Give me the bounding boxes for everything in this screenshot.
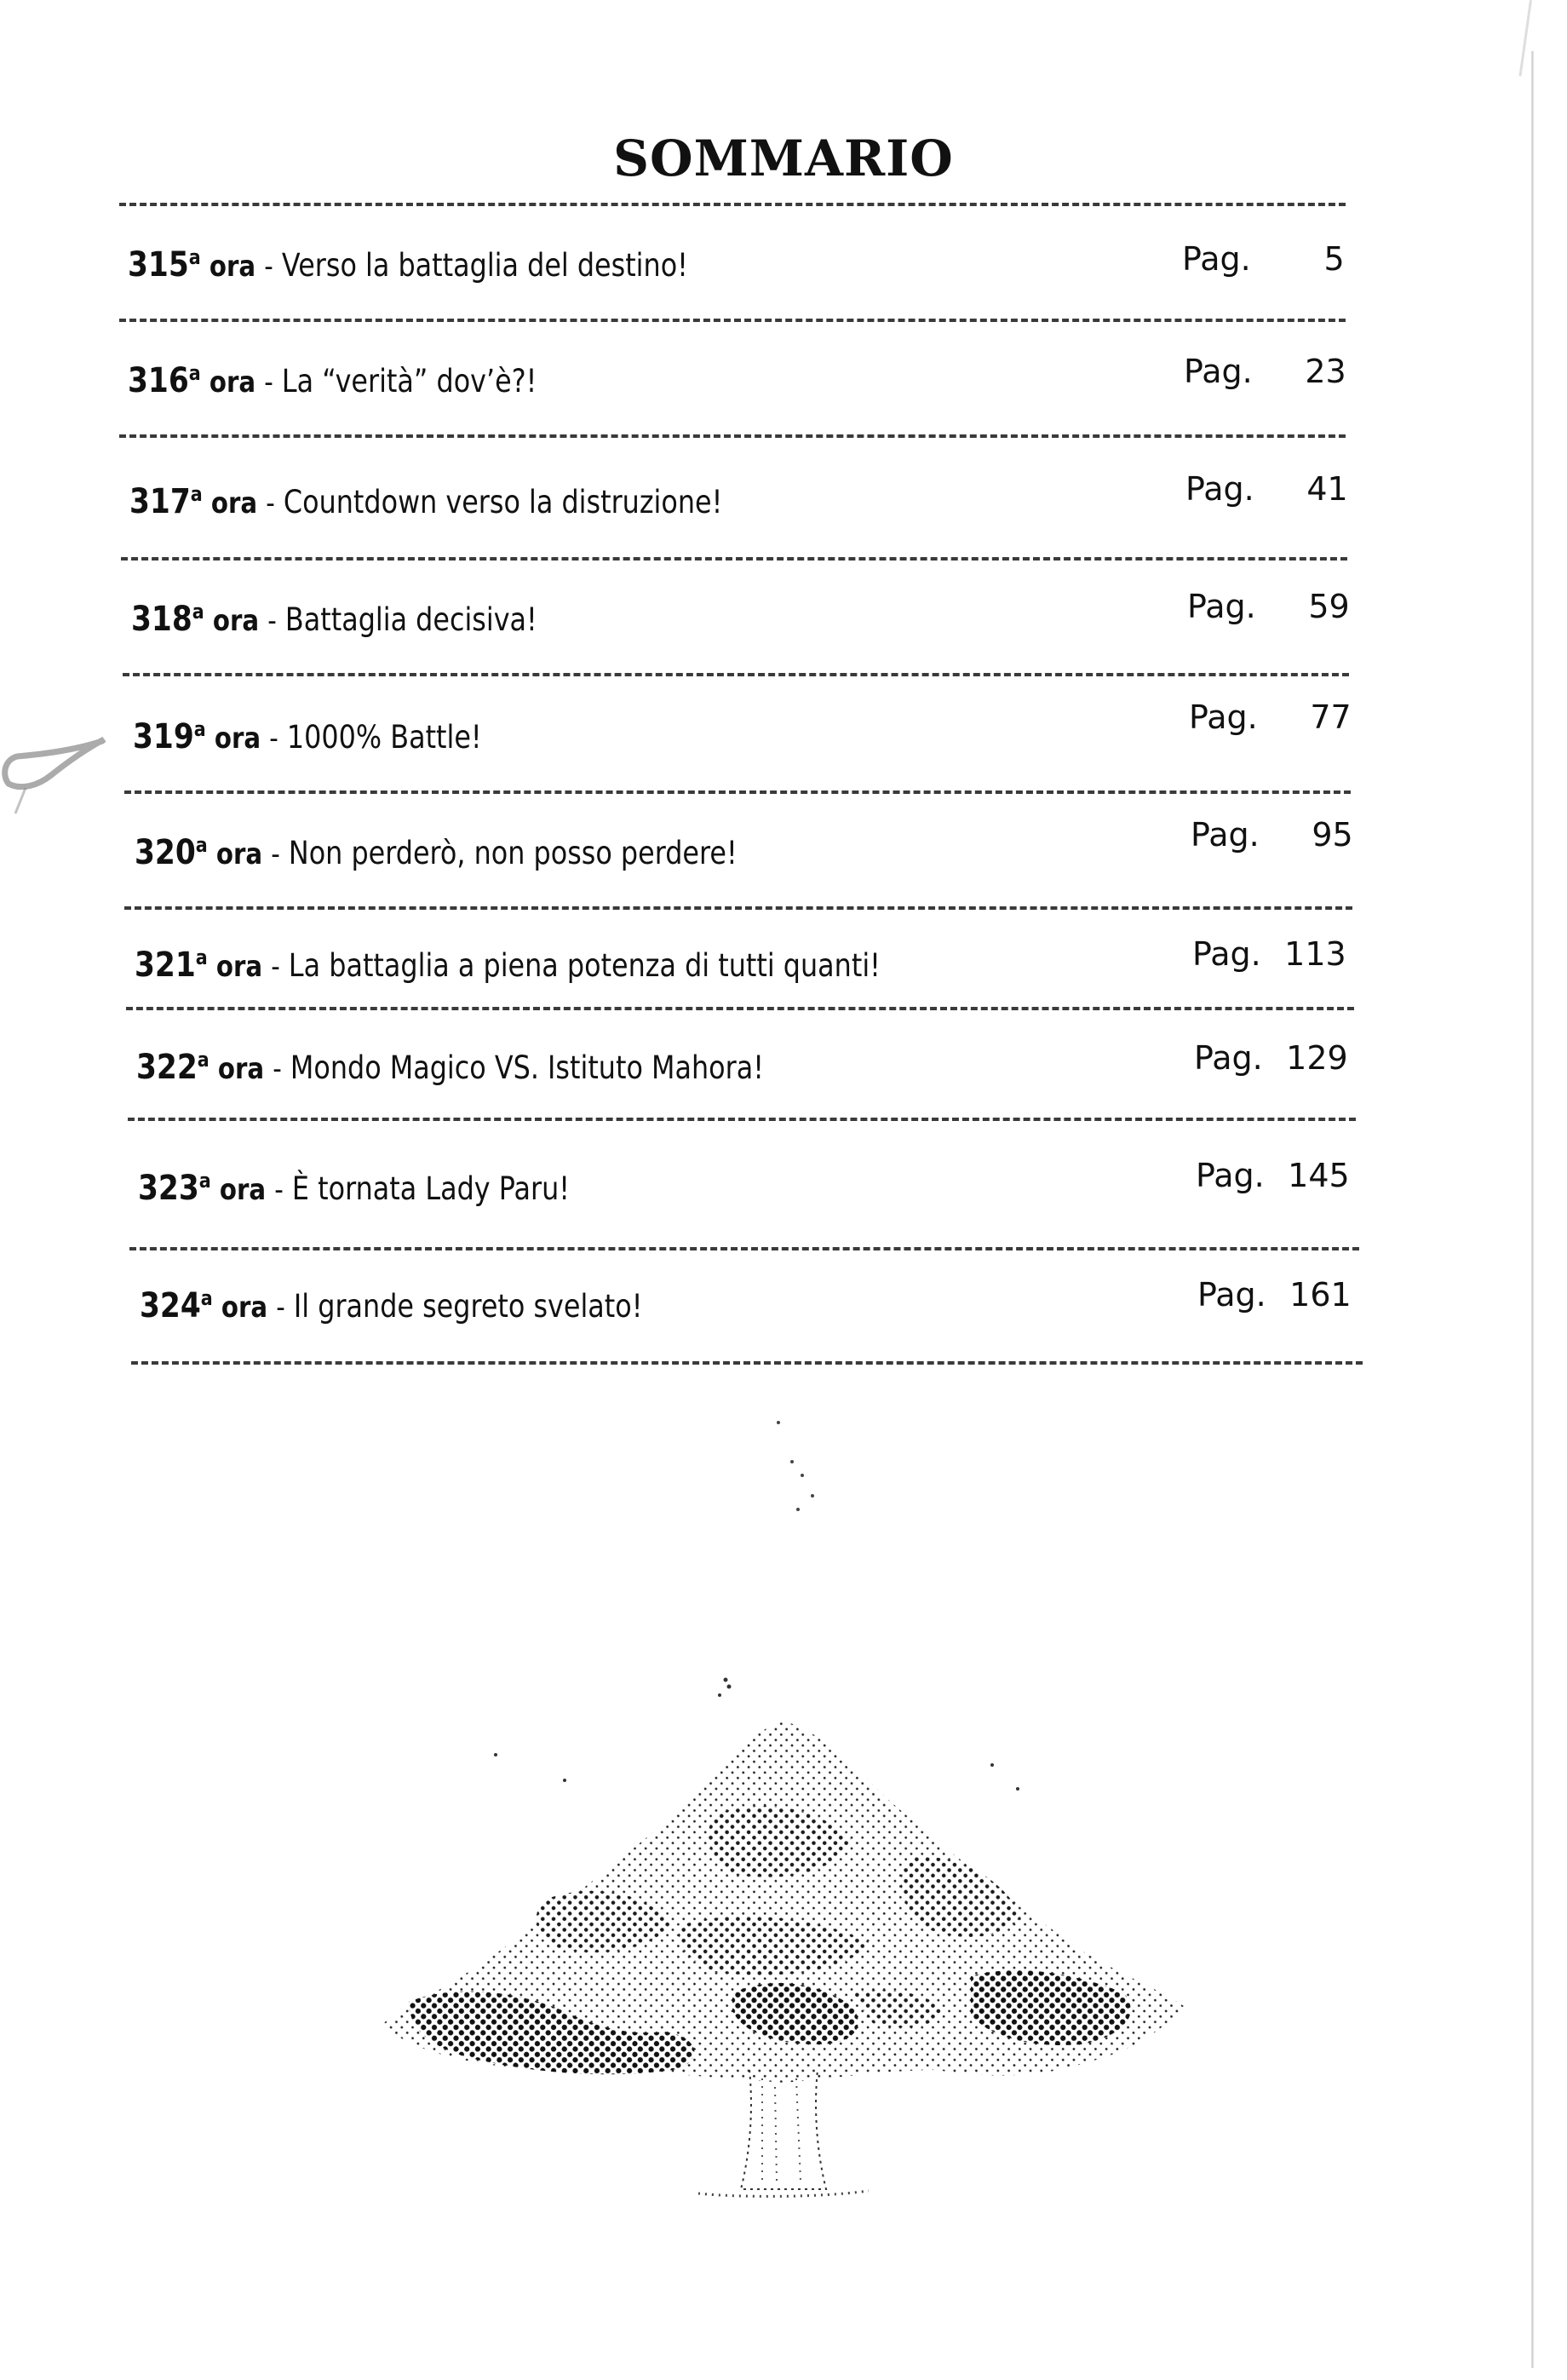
chapter-title: Verso la battaglia del destino! — [281, 247, 688, 284]
page-label: Pag. — [1197, 1276, 1266, 1314]
page-number: 5 — [1323, 240, 1345, 278]
divider — [119, 203, 1346, 206]
divider — [121, 557, 1347, 561]
entry-label — [128, 245, 688, 285]
ordinal-suffix: a — [188, 245, 201, 269]
page-reference — [1182, 240, 1345, 278]
chapter-unit: ora — [210, 486, 258, 520]
entry-label — [136, 1048, 764, 1087]
toc-entry[interactable] — [0, 935, 1567, 997]
ordinal-suffix: a — [192, 600, 204, 624]
page-reference — [1191, 816, 1353, 854]
tree-illustration — [375, 1670, 1192, 2249]
chapter-unit: ora — [215, 837, 263, 871]
divider — [131, 1361, 1363, 1365]
ordinal-suffix: a — [190, 482, 203, 506]
toc-entry[interactable] — [0, 470, 1567, 533]
chapter-number: 319 — [133, 717, 194, 756]
scan-speck — [801, 1474, 804, 1477]
entry-label — [128, 361, 537, 400]
chapter-title: Countdown verso la distruzione! — [283, 484, 723, 520]
chapter-number: 320 — [135, 833, 196, 872]
chapter-number: 316 — [128, 361, 189, 400]
entry-label — [131, 600, 537, 639]
chapter-title: La battaglia a piena potenza di tutti quanti! — [288, 947, 881, 984]
chapter-number: 318 — [131, 600, 192, 639]
page-reference — [1187, 588, 1350, 625]
divider — [119, 319, 1346, 322]
page-reference — [1184, 353, 1346, 390]
toc-entry[interactable] — [0, 353, 1567, 412]
page-number: 161 — [1289, 1276, 1352, 1314]
page-label: Pag. — [1182, 240, 1251, 278]
scan-smudge — [0, 707, 111, 818]
divider — [128, 1118, 1356, 1121]
chapter-unit: ora — [221, 1291, 268, 1325]
scan-speck — [796, 1508, 800, 1511]
chapter-number: 322 — [136, 1048, 198, 1087]
page-label: Pag. — [1184, 353, 1253, 390]
chapter-title: Mondo Magico VS. Istituto Mahora! — [290, 1049, 764, 1086]
page-reference — [1196, 1157, 1350, 1194]
page-label: Pag. — [1194, 1039, 1263, 1077]
separator: - — [276, 1291, 285, 1325]
divider — [124, 906, 1352, 910]
page-number: 77 — [1310, 698, 1352, 736]
separator: - — [271, 837, 280, 871]
toc-entry[interactable] — [0, 1276, 1567, 1337]
chapter-number: 317 — [129, 482, 191, 521]
separator: - — [274, 1173, 284, 1207]
page-label: Pag. — [1185, 470, 1254, 508]
chapter-title: Battaglia decisiva! — [284, 601, 537, 638]
ordinal-suffix: a — [195, 946, 208, 969]
ordinal-suffix: a — [200, 1286, 213, 1310]
entry-label — [140, 1286, 642, 1325]
separator: - — [264, 365, 273, 400]
separator: - — [269, 721, 278, 756]
chapter-number: 324 — [140, 1286, 201, 1325]
page-reference — [1192, 935, 1346, 973]
ordinal-suffix: a — [188, 361, 201, 385]
separator: - — [266, 486, 275, 520]
chapter-unit: ora — [215, 950, 263, 984]
divider — [123, 673, 1349, 676]
separator: - — [267, 604, 277, 638]
chapter-unit: ora — [214, 721, 261, 756]
chapter-unit: ora — [217, 1052, 265, 1086]
entry-label — [135, 833, 738, 872]
page-reference — [1189, 698, 1352, 736]
ordinal-suffix: a — [193, 717, 206, 741]
chapter-number: 323 — [138, 1169, 199, 1208]
page-number: 59 — [1308, 588, 1350, 625]
entry-label — [129, 482, 722, 521]
page-number: 129 — [1286, 1039, 1348, 1077]
separator: - — [273, 1052, 282, 1086]
chapter-title: 1000% Battle! — [286, 719, 482, 756]
page-title: SOMMARIO — [613, 129, 954, 187]
page-label: Pag. — [1192, 935, 1261, 973]
page-reference — [1194, 1039, 1348, 1077]
page-number: 145 — [1288, 1157, 1350, 1194]
separator: - — [264, 250, 273, 284]
toc-entry[interactable] — [0, 1039, 1567, 1099]
divider — [126, 1007, 1354, 1010]
page-reference — [1197, 1276, 1352, 1314]
chapter-unit: ora — [212, 604, 260, 638]
scan-speck — [790, 1460, 794, 1463]
page-number: 41 — [1306, 470, 1348, 508]
entry-label — [133, 717, 482, 756]
chapter-unit: ora — [209, 250, 256, 284]
chapter-number: 321 — [135, 946, 196, 985]
page-label: Pag. — [1189, 698, 1258, 736]
toc-entry[interactable] — [0, 698, 1567, 768]
page-label: Pag. — [1187, 588, 1256, 625]
separator: - — [271, 950, 280, 984]
page-label: Pag. — [1196, 1157, 1265, 1194]
divider — [119, 434, 1346, 438]
page-number: 113 — [1284, 935, 1346, 973]
scan-speck — [811, 1494, 814, 1498]
page-reference — [1185, 470, 1348, 508]
chapter-number: 315 — [128, 245, 189, 285]
entry-label — [135, 946, 881, 985]
page-label: Pag. — [1191, 816, 1260, 854]
scan-speck — [777, 1421, 780, 1424]
toc-entry[interactable] — [0, 816, 1567, 884]
toc-entry[interactable] — [0, 1157, 1567, 1220]
page-edge — [1518, 0, 1531, 77]
page-number: 95 — [1312, 816, 1353, 854]
toc-entry[interactable] — [0, 588, 1567, 651]
ordinal-suffix: a — [198, 1169, 211, 1193]
chapter-title: Non perderò, non posso perdere! — [288, 835, 738, 871]
entry-label — [138, 1169, 570, 1208]
ordinal-suffix: a — [197, 1048, 210, 1072]
chapter-title: Il grande segreto svelato! — [293, 1288, 643, 1325]
page-number: 23 — [1305, 353, 1346, 390]
divider — [124, 790, 1351, 794]
divider — [129, 1247, 1359, 1250]
chapter-unit: ora — [209, 365, 256, 400]
chapter-unit: ora — [219, 1173, 267, 1207]
toc-entry[interactable] — [0, 240, 1567, 296]
ordinal-suffix: a — [195, 833, 208, 857]
chapter-title: È tornata Lady Paru! — [291, 1170, 570, 1207]
chapter-title: La “verità” dov’è?! — [281, 363, 537, 400]
